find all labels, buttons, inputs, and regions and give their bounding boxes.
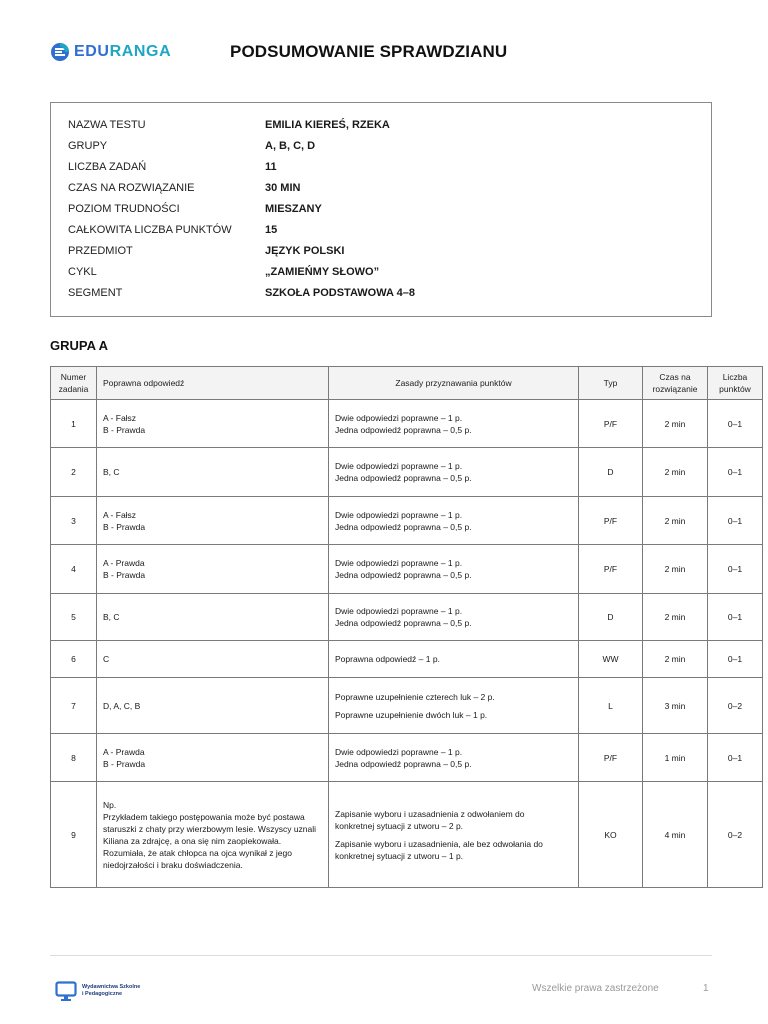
table-header-row: [51, 367, 763, 400]
cell-type: D: [579, 594, 643, 641]
summary-label: GRUPY: [68, 140, 108, 152]
footer-divider: [50, 955, 712, 956]
page-number: 1: [703, 983, 709, 994]
cell-points: 0–1: [708, 497, 763, 545]
header-number: Numer zadania: [51, 367, 97, 400]
page-header: [0, 40, 768, 70]
table-row: [51, 545, 763, 594]
header-type: Typ: [579, 367, 643, 400]
cell-points: 0–1: [708, 734, 763, 782]
eduranga-logo-icon: [50, 42, 70, 62]
cell-type: P/F: [579, 734, 643, 782]
cell-number: 2: [51, 448, 97, 497]
summary-value: SZKOŁA PODSTAWOWA 4–8: [265, 287, 415, 299]
cell-number: 9: [51, 782, 97, 888]
cell-time: 4 min: [643, 782, 708, 888]
header-rules: Zasady przyznawania punktów: [329, 367, 579, 400]
summary-label: CYKL: [68, 266, 97, 278]
cell-points: 0–1: [708, 545, 763, 594]
cell-answer: C: [97, 641, 329, 678]
summary-value: MIESZANY: [265, 203, 322, 215]
monitor-icon: [55, 980, 77, 1002]
cell-type: P/F: [579, 497, 643, 545]
cell-number: 5: [51, 594, 97, 641]
table-row: [51, 678, 763, 734]
table-row: [51, 400, 763, 448]
header-time: Czas na rozwiązanie: [643, 367, 708, 400]
cell-time: 1 min: [643, 734, 708, 782]
summary-value: 15: [265, 224, 278, 236]
table-row: [51, 782, 763, 888]
page-title: PODSUMOWANIE SPRAWDZIANU: [230, 42, 508, 61]
cell-answer: B, C: [97, 448, 329, 497]
cell-time: 2 min: [643, 641, 708, 678]
table-row: [51, 641, 763, 678]
cell-points: 0–2: [708, 782, 763, 888]
table-row: [51, 734, 763, 782]
logo-wordmark: [74, 43, 171, 61]
copyright-notice: Wszelkie prawa zastrzeżone: [532, 983, 659, 994]
cell-answer: A - Prawda B - Prawda: [97, 734, 329, 782]
cell-number: 1: [51, 400, 97, 448]
cell-points: 0–1: [708, 448, 763, 497]
summary-label: PRZEDMIOT: [68, 245, 133, 257]
summary-label: LICZBA ZADAŃ: [68, 161, 147, 173]
summary-value: A, B, C, D: [265, 140, 316, 152]
cell-points: 0–1: [708, 594, 763, 641]
table-row: [51, 497, 763, 545]
cell-rules: Poprawne uzupełnienie czterech luk – 2 p. Poprawne uzupełnienie dwóch luk – 1 p.: [329, 678, 579, 734]
test-summary-box: [50, 102, 712, 317]
cell-rules: Dwie odpowiedzi poprawne – 1 p. Jedna odpowiedź poprawna – 0,5 p.: [329, 448, 579, 497]
cell-number: 4: [51, 545, 97, 594]
cell-answer: B, C: [97, 594, 329, 641]
cell-time: 2 min: [643, 448, 708, 497]
cell-type: P/F: [579, 400, 643, 448]
cell-number: 7: [51, 678, 97, 734]
header-points: Liczba punktów: [708, 367, 763, 400]
summary-value: 11: [265, 161, 277, 173]
header-answer: Poprawna odpowiedź: [97, 367, 329, 400]
summary-label: SEGMENT: [68, 287, 123, 299]
cell-type: P/F: [579, 545, 643, 594]
summary-label: POZIOM TRUDNOŚCI: [68, 203, 180, 215]
cell-answer: A - Prawda B - Prawda: [97, 545, 329, 594]
eduranga-logo: [50, 42, 171, 62]
summary-label: CAŁKOWITA LICZBA PUNKTÓW: [68, 224, 232, 236]
cell-rules: Dwie odpowiedzi poprawne – 1 p. Jedna odpowiedź poprawna – 0,5 p.: [329, 594, 579, 641]
cell-type: KO: [579, 782, 643, 888]
cell-rules: Dwie odpowiedzi poprawne – 1 p. Jedna odpowiedź poprawna – 0,5 p.: [329, 400, 579, 448]
cell-answer: A - Fałsz B - Prawda: [97, 400, 329, 448]
cell-rules: Dwie odpowiedzi poprawne – 1 p. Jedna odpowiedź poprawna – 0,5 p.: [329, 497, 579, 545]
group-title: GRUPA A: [50, 338, 109, 353]
table-row: [51, 594, 763, 641]
cell-time: 2 min: [643, 594, 708, 641]
cell-type: WW: [579, 641, 643, 678]
publisher-name: Wydawnictwa Szkolne i Pedagogiczne: [82, 984, 141, 997]
logo-text-ranga: RANGA: [109, 43, 172, 60]
logo-text-edu: EDU: [74, 43, 110, 60]
cell-points: 0–1: [708, 641, 763, 678]
answer-key-table: [50, 366, 763, 888]
cell-rules: Dwie odpowiedzi poprawne – 1 p. Jedna odpowiedź poprawna – 0,5 p.: [329, 545, 579, 594]
cell-answer: Np. Przykładem takiego postępowania może być postawa staruszki z chaty przy wierzbowym lesie. Wszyscy uznali Kiliana za zdrajcę, a ona się nim zaopiekowała. Rozumiała, że atak chłopca na ojca wynikał z jego niedojrzałości i braku doświadczenia.: [97, 782, 329, 888]
cell-rules: Poprawna odpowiedź – 1 p.: [329, 641, 579, 678]
cell-number: 8: [51, 734, 97, 782]
summary-value: EMILIA KIEREŚ, RZEKA: [265, 119, 390, 131]
cell-answer: D, A, C, B: [97, 678, 329, 734]
cell-points: 0–1: [708, 400, 763, 448]
cell-rules: Zapisanie wyboru i uzasadnienia z odwołaniem do konkretnej sytuacji z utworu – 2 p. Zapisanie wyboru i uzasadnienia, ale bez odwołania do konkretnej sytuacji z utworu – 1 p.: [329, 782, 579, 888]
cell-time: 2 min: [643, 400, 708, 448]
table-row: [51, 448, 763, 497]
summary-value: „ZAMIEŃMY SŁOWO”: [265, 266, 380, 278]
summary-value: 30 MIN: [265, 182, 301, 194]
cell-answer: A - Fałsz B - Prawda: [97, 497, 329, 545]
summary-label: CZAS NA ROZWIĄZANIE: [68, 182, 195, 194]
cell-points: 0–2: [708, 678, 763, 734]
cell-time: 3 min: [643, 678, 708, 734]
cell-number: 3: [51, 497, 97, 545]
cell-type: D: [579, 448, 643, 497]
wsip-logo: [55, 980, 140, 1002]
cell-number: 6: [51, 641, 97, 678]
cell-time: 2 min: [643, 545, 708, 594]
cell-type: L: [579, 678, 643, 734]
cell-rules: Dwie odpowiedzi poprawne – 1 p. Jedna odpowiedź poprawna – 0,5 p.: [329, 734, 579, 782]
summary-value: JĘZYK POLSKI: [265, 245, 345, 257]
summary-label: NAZWA TESTU: [68, 119, 146, 131]
cell-time: 2 min: [643, 497, 708, 545]
